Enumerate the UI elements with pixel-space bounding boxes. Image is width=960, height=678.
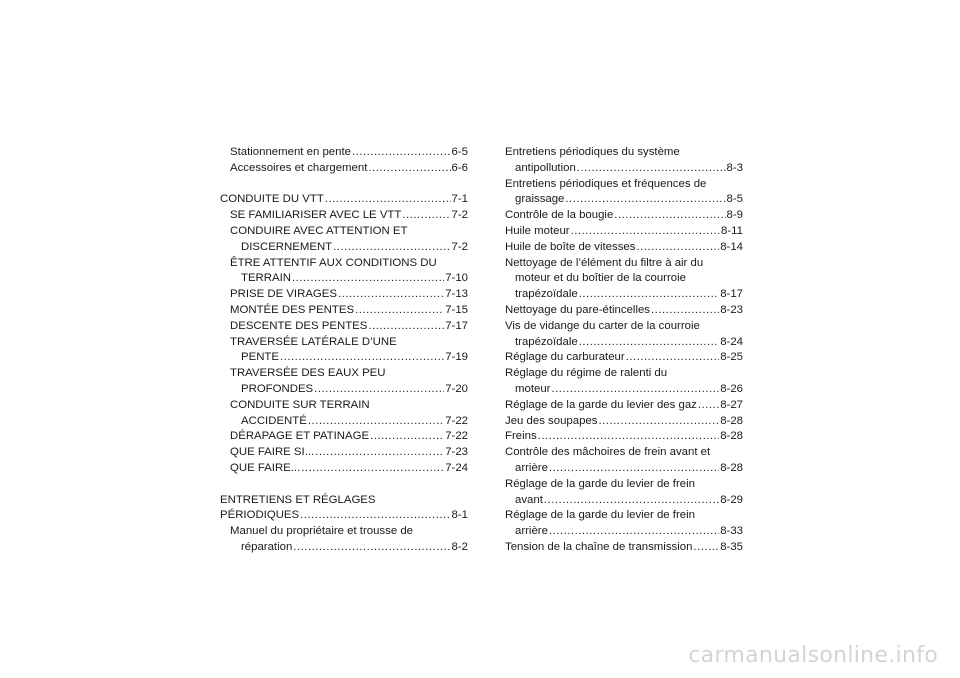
leader-dots	[565, 192, 725, 208]
toc-entry-line: Entretiens périodiques et fréquences de	[505, 177, 707, 190]
toc-entry-line: TRAVERSÉE LATÉRALE D’UNE	[230, 335, 397, 348]
toc-entry[interactable]: PROFONDES ..... 7-20	[220, 382, 468, 398]
toc-right-column	[505, 145, 743, 556]
toc-entry[interactable]: SE FAMILIARISER AVEC LE VTT ..... 7-2	[220, 208, 468, 224]
toc-entry[interactable]: Jeu des soupapes ..... 8-28	[505, 414, 743, 430]
leader-dots	[402, 208, 450, 224]
leader-dots	[368, 319, 444, 335]
toc-entry[interactable]: trapézoïdale ..... 8-24	[505, 335, 743, 351]
leader-dots	[314, 382, 444, 398]
leader-dots	[551, 382, 719, 398]
leader-dots	[338, 287, 444, 303]
leader-dots	[698, 398, 719, 414]
toc-entry-line: TRAVERSÉE DES EAUX PEU	[230, 367, 386, 380]
toc-entry[interactable]: avant ..... 8-29	[505, 493, 743, 509]
toc-entry[interactable]: arrière ..... 8-33	[505, 524, 743, 540]
leader-dots	[308, 414, 444, 430]
toc-entry-line: CONDUIRE AVEC ATTENTION ET	[230, 224, 408, 237]
toc-entry[interactable]: Huile moteur ..... 8-11	[505, 224, 743, 240]
toc-entry[interactable]: trapézoïdale ..... 8-17	[505, 287, 743, 303]
leader-dots	[352, 145, 451, 161]
toc-entry[interactable]: DÉRAPAGE ET PATINAGE ..... 7-22	[220, 429, 468, 445]
toc-entry[interactable]: Stationnement en pente ..... 6-5	[220, 145, 468, 161]
leader-dots	[544, 493, 719, 509]
toc-entry[interactable]: DESCENTE DES PENTES ..... 7-17	[220, 319, 468, 335]
leader-dots	[538, 429, 720, 445]
toc-entry-line: Contrôle des mâchoires de frein avant et	[505, 446, 711, 459]
leader-dots	[293, 540, 450, 556]
leader-dots	[315, 445, 444, 461]
leader-dots	[579, 287, 719, 303]
toc-entry[interactable]: Tension de la chaîne de transmission ..... 8-35	[505, 540, 743, 556]
toc-entry[interactable]: DISCERNEMENT ..... 7-2	[220, 240, 468, 256]
toc-entry[interactable]: Nettoyage du pare-étincelles ..... 8-23	[505, 303, 743, 319]
leader-dots	[693, 540, 719, 556]
toc-entry-line: Entretiens périodiques du système	[505, 146, 680, 158]
toc-entry-line: ÊTRE ATTENTIF AUX CONDITIONS DU	[230, 256, 437, 269]
toc-entry[interactable]: Contrôle de la bougie ..... 8-9	[505, 208, 743, 224]
toc-entry[interactable]: MONTÉE DES PENTES ..... 7-15	[220, 303, 468, 319]
leader-dots	[292, 271, 444, 287]
leader-dots	[626, 350, 720, 366]
leader-dots	[333, 240, 450, 256]
toc-entry[interactable]: graissage ..... 8-5	[505, 192, 743, 208]
toc-entry[interactable]: TERRAIN ..... 7-10	[220, 271, 468, 287]
leader-dots	[636, 240, 719, 256]
toc-entry-line: Réglage de la garde du levier de frein	[505, 477, 695, 490]
toc-entry-line: Réglage de la garde du levier de frein	[505, 509, 695, 522]
leader-dots	[614, 208, 725, 224]
leader-dots	[301, 461, 444, 477]
leader-dots	[280, 350, 444, 366]
toc-entry[interactable]: ACCIDENTÉ ..... 7-22	[220, 414, 468, 430]
leader-dots	[651, 303, 719, 319]
leader-dots	[549, 524, 719, 540]
toc-entry[interactable]: Freins ..... 8-28	[505, 429, 743, 445]
toc-entry[interactable]: Huile de boîte de vitesses ..... 8-14	[505, 240, 743, 256]
toc-chapter[interactable]: CONDUITE DU VTT ..... 7-1	[220, 192, 468, 208]
leader-dots	[368, 161, 450, 177]
toc-entry[interactable]: PRISE DE VIRAGES ..... 7-13	[220, 287, 468, 303]
toc-entry[interactable]: Réglage de la garde du levier des gaz ..... 8-27	[505, 398, 743, 414]
leader-dots	[355, 303, 444, 319]
toc-entry-line: Manuel du propriétaire et trousse de	[230, 525, 413, 538]
toc-entry[interactable]: QUE FAIRE SI... ..... 7-23	[220, 445, 468, 461]
leader-dots	[571, 224, 720, 240]
toc-entry[interactable]: Réglage du carburateur ..... 8-25	[505, 350, 743, 366]
toc-entry-line: Réglage du régime de ralenti du	[505, 367, 668, 380]
leader-dots	[579, 335, 719, 351]
leader-dots	[325, 192, 451, 208]
leader-dots	[370, 429, 444, 445]
toc-entry[interactable]: Accessoires et chargement ..... 6-6	[220, 161, 468, 177]
toc-entry[interactable]: antipollution ..... 8-3	[505, 161, 743, 177]
toc-entry-line: moteur et du boîtier de la courroie	[515, 272, 686, 285]
toc-entry[interactable]: QUE FAIRE... ..... 7-24	[220, 461, 468, 477]
toc-entry-line: Nettoyage de l’élément du filtre à air du	[505, 256, 704, 269]
toc-entry-line: Vis de vidange du carter de la courroie	[505, 319, 700, 332]
toc-entry[interactable]: arrière ..... 8-28	[505, 461, 743, 477]
toc-chapter-line: ENTRETIENS ET RÉGLAGES	[220, 493, 376, 506]
toc-entry[interactable]: PENTE ..... 7-19	[220, 350, 468, 366]
toc-entry[interactable]: moteur ..... 8-26	[505, 382, 743, 398]
toc-entry[interactable]: réparation ..... 8-2	[220, 540, 468, 556]
leader-dots	[577, 161, 726, 177]
toc-chapter[interactable]: PÉRIODIQUES ..... 8-1	[220, 508, 468, 524]
leader-dots	[549, 461, 719, 477]
leader-dots	[598, 414, 719, 430]
leader-dots	[300, 508, 450, 524]
toc-left-column	[220, 145, 468, 556]
toc-entry-line: CONDUITE SUR TERRAIN	[230, 398, 370, 411]
watermark: carmanualsonline.info	[688, 643, 938, 668]
